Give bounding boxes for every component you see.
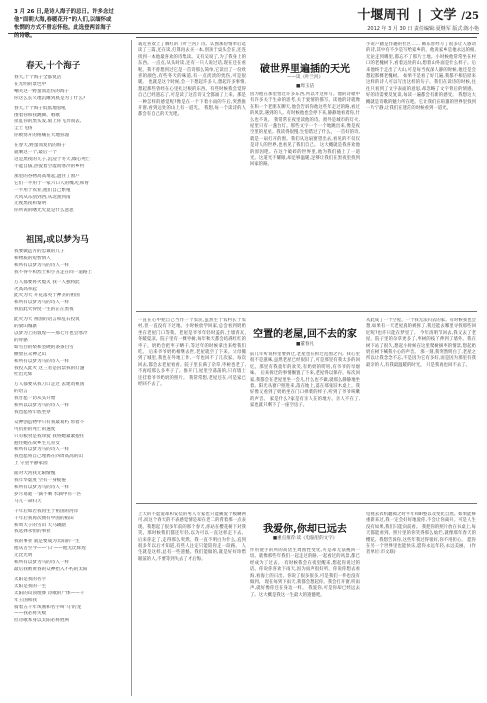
poem-line: 万人都要将火熄灭 我一人独将此 [14, 279, 80, 285]
poem-line: 我投入此火 这三者是囚禁我的灯盏 [14, 365, 85, 371]
poem-line: 火高高举起 [14, 286, 37, 292]
poem-line: 和物质的短暂情人 [14, 255, 51, 261]
page-number: /25 [461, 11, 479, 22]
poem-line: 和所有以梦为马的诗人一样 [14, 358, 70, 364]
poem-line: 你被劈开的疼痛在大地弥漫 [14, 133, 70, 139]
poem-line: 抱住她在故乡生儿育女 [14, 440, 60, 446]
poem-line: 我选择永恒的事业 [14, 529, 51, 535]
article3-col3: 电视去衣机翻阅之时平年和ⅡⅠ整以及变化自然。如果能够重新来过,我一定会好好地爱你,不会让你离开。可是人生没有如果,我们只能向前看。 我把你的照片放在书桌上,每天都能看到。照片里的你笑得那么灿烂,就像那年春天的樱花。我想告诉你,这些年我过得很好,你不用担心。 愿你在另一个世界里也能快乐,愿你永远年轻,永远美丽。 (作者单位:市文联) [366, 512, 476, 556]
poem-line: 和所有以梦为马的诗人一样 [14, 300, 70, 306]
poem-line: 它们一半用于一家六口人的嘴,吃和胃 [14, 180, 89, 186]
poems-intro: 3 月 26 日,是诗人海子的忌日。许多念过他“面朝大海,春暖花开”的人们,以缅怀或怅惘的方式不曾忘怀他。此选登两首海子的诗歌。 [14, 9, 114, 39]
poem1-title: 春天,十个海子 [26, 61, 81, 71]
article1-title: 破世界里遍插的天光 [260, 64, 350, 75]
section-name: 文学 [430, 8, 457, 23]
poem-line: 嘲笑这一野蛮而悲伤的海子 [14, 88, 70, 94]
poem-line: 上 守望平静家园 [14, 461, 48, 467]
article1-author: ■周玉洁 [295, 84, 315, 89]
poem-line: 我的事业 就是要成为太阳的一生 [14, 539, 80, 545]
poem-line: 面对大河我无限惭愧 [14, 471, 56, 477]
title-separator: | [417, 8, 423, 23]
poem-line: 只有粮食是我珍爱 我将她紧紧抱住 [14, 433, 85, 439]
poem-line: 我也愿将自己埋葬在四周高高的山 [14, 454, 83, 460]
page-header [357, 4, 479, 32]
poem1-body [14, 75, 126, 215]
poem-line: 和所有以梦为马的诗人一样 [14, 447, 70, 453]
poem-line: 此火为大 开花落英于神圣的祖国 [14, 293, 80, 299]
poem-line: 大风从东刮到西,从北刮到南 [14, 194, 71, 200]
poem-line: 和所有以梦为马的诗人一样 [14, 560, 70, 566]
poem-line: 我要做远方的忠诚的儿子 [14, 249, 65, 254]
poem-line: 太阳是我的一生 [14, 583, 47, 589]
poem-line: 马儿一命归天 [14, 498, 42, 504]
poem-line: 春天,十个海子全都复活 [14, 75, 62, 80]
poem-line: 尘土飞扬 [14, 126, 33, 132]
poem2-title: 祖国,或以梦为马 [26, 235, 89, 245]
poem-line: 太阳是我的名字 [14, 576, 47, 582]
article2-bottom-rule [136, 503, 477, 504]
poem-line: 不能自拔,热爱着空虚而寒冷的乡村 [14, 163, 85, 169]
poem-line: 无比光明 [14, 553, 33, 559]
article1-rule [136, 37, 477, 38]
poem-line: 无视黑夜和黎明 [14, 201, 47, 207]
article2-col3: 从此成了一个空屋。一个我无法归去的家。有时候我也会想,如果有一天老屋真的被拆了,我还能去哪里寻找那些回忆呢?也许只能在梦里了。 今年清明节回去,我又去了老屋。院子里的杂草更多了,枣树的枝丫伸到了墙外。我在树下站了很久,想起小时候在这里爬树摘枣的情景,想起奶奶在树下喊我小心的声音。 那一刻,我突然明白了,老屋之所以让我念念不忘,不是因为它有多好,而是因为那里有我最亲的人,有我最温暖的时光。 只是我再也回不去了。 [366, 318, 476, 368]
poem-line: 和所有以梦为马的诗人一样 [14, 485, 70, 490]
poem-line: 春天,十个海子低低地怒吼 [14, 105, 66, 111]
poem-line: 岁月易逝 一滴不剩 水滴中有一匹 [14, 491, 82, 497]
article3-title: 我爱你,你却已远去 [263, 524, 347, 535]
poem-line: 我不得不和烈士和小丑走在同一道路上 [14, 269, 93, 275]
poem-line: 就剩这一个,最后一个 [14, 150, 57, 156]
poem-line: 如雪白的柴和坚硬的条条白雪 [14, 344, 74, 350]
article1-col1: 栽近喜欢上了腾红的《叶兰河》诗。认图那份情奉后选读了三篇,还在读,打算再去买一本,别顶于桌头会在,还连找到一本他最喜欢的诗集读。又有吴说了,为了我身上的东西。一点点,从头时读,还有一只人说过话,现在还在看呢。我不曾想到过它是一首诗那么简单,它读出了一份欣喜的颜色,有些冬天的味道,有一点淡淡的忧伤,可是很暖。 也就是这个时候,会一下想起许多人,想起许多事情,想起那些曾经在心里扎过根的东西。有些时候我会觉得自己已经遗忘了,可是读了这首诗又全都涌了上来。那是一种怎样的感觉呢?像是在一个下着小雨的午后,突然推开窗,看到远处的山上有一道光。 我想,每一个读诗的人都会有自己的天光吧。 [138, 42, 246, 118]
article2-title: 空置的老屋,回不去的家 [253, 329, 357, 340]
poem-line: 太阳的山顶埋葬 诗歌的尸体——千 [14, 590, 85, 596]
poem-line: 那里的谷物高高堆起,遮住了窗户 [14, 173, 80, 179]
poem-line: 千年后我再次拥有中国的稻田 [14, 515, 74, 521]
poem-line: 千年后如若我再生于祖国的河岸 [14, 508, 79, 514]
article1-bottom-rule [136, 311, 477, 312]
poem-line: 的语言 [14, 389, 28, 395]
date-editor-line: 2012 年 3 月 30 日 责任编辑:夏继军 版式:陈小艳 [367, 26, 479, 32]
poem-line: 和所以以梦为马的诗人一样 [14, 403, 70, 409]
poem2-body [14, 249, 126, 625]
header-title [357, 4, 479, 23]
poem-line: 此火为大 祖国的语言和乱石投筑 [14, 317, 80, 323]
poem-line: 你所说的曙光究竟是什么意思 [14, 208, 74, 214]
poem-line: 我甘愿一切从头开始 [14, 396, 56, 402]
poem-line: 他从古至今——‘日’——他无比辉煌 [14, 546, 86, 552]
poem-line: 我年华虚度 空有一身疲倦 [14, 478, 66, 484]
article2-col2: 前几年听说村里要拆迁,老屋也在拆迁范围之内。我心里很不是滋味,虽然老屋已经很旧了,可是那里有我太多的回忆。那里有我童年的欢笑,有奶奶的唠叨,有爷爷的旱烟味。 后来拆迁的事情搁置了下来,老屋得以保存。每次回家,我都会在老屋里坐一会儿,什么也不做,就那么静静地坐着。阳光从窗户照进来,落在地上,落在那张旧木桌上。我好像又看到了奶奶坐在门口择菜的样子,听到了爷爷咳嗽的声音。 家是什么?家是有亲人在的地方。亲人不在了,家也就只剩下了一座空房子。 [250, 352, 360, 409]
article2-author: ■董春凡 [295, 342, 315, 347]
article3-subtitle: ■重点推荐:读《电脑里的文字》 [272, 536, 338, 541]
poem-line: 骑着五千年凤凰和名字叫‘马’的龙 [14, 604, 82, 610]
article1-col3: 小说户籍是作趣的社区…… 腾乐曾经写了很多让人感动的诗,其中有不少是写给家乡的。他说家乡是他永远的根,无论走到哪里,都忘不了那片土地。小时候他常常坐在村口的老槐树下,看着远处的山,想着山外面是什么样子。后来他终于走出了大山,可是每当夜深人静的时候,他还是会想起那棵老槐树。 如果不是看了好几遍,我都不相信原来这样的诗人可以写出这样的句子。我们在读诗的时候,往往只看到了文字表面的意思,却忽略了文字背后的情感。好的诗需要反复读,每读一遍都会有新的感受。 我想这大概就是诗歌的魅力所在吧。它让我们在喧嚣的世界里找到一片宁静,让我们在迷茫的时候看到一道光。 [366, 42, 476, 112]
article3-col1: 上天的不愿爱却和安装的男人专家也只能痛爱个模糊两可,而这个春天的不表感觉情是却在老二的背着那一点表现。我想起了很多年前的那个春天,你站在樱花树下对我笑。那时候我们都还年轻,以为可以一直这样走下去。 后来你走了,走得那么突然。我一直不明白为什么,直到很多年以后才知道,有些人注定只能陪你走一段路。 人生就是这样,总有一些遗憾。我们能做的,就是好好珍惜眼前的人,不要等到失去了才后悔。 [138, 512, 246, 562]
poem-line: 你这么长久地沉睡到底是为了什么? [14, 95, 86, 101]
magazine-name: 十堰周刊 [357, 8, 410, 23]
poem-line: 最后我被黄昏的众神抬入不朽的太阳 [14, 566, 88, 572]
poem-line: 万人都要从我刀口走过 去建筑祖国 [14, 382, 85, 388]
poem-line: 我借此火得度一生的茫茫黑夜 [14, 307, 74, 313]
article1-col2: 因为他在那里悟过许多东西,所以才这样写。他的诗歌中有许多关于生命的思考,关于爱情的描写。读他的诗就像在和一个老朋友聊天,他会告诉你他这些年走过的路,看过的风景,遇到的人。有时候他也会停下来,静静地看着你,什么也不说。 我常常在夜里读他的诗。窗外是城市的灯火,屋里只有一盏台灯。那些文字一个一个地跳出来,像是夜空里的星星。我读得很慢,生怕错过了什么。 一首好的诗,就是一扇打开的窗。我们从这扇窗望出去,看见的不仅仅是诗人的世界,也看见了我们自己。 这大概就是我喜欢他的原因吧。在这个破碎的世界里,他为我们插上了一道光。这道光不耀眼,却足够温暖,足够让我们在黑夜里找到回家的路。 [250, 92, 360, 168]
article2-col1: 一直在心中把自己当作一个农民,虽然生于农村长于农村,但一直没有下过地。小时候放学回家,总会看到奶奶坐在老屋门口等我。老屋是爷爷年轻时盖的,土墙青瓦,冬暖夏凉。院子里有一棵枣树,每年秋天都会结满红红的枣子。奶奶会把枣子晒干,等过年的时候拿出来给我们吃。 后来爷爷奶奶相继去世,老屋就空了下来。父母搬到了城里,我也在外地工作,一年也回不了几次家。每次回去,都会去老屋看看。院子里长满了杂草,枣树也老了,不再结那么多枣子了。推开门,屋里空荡荡的,只有墙上还挂着爷爷奶奶的照片。 我常常想,老屋还在,可是家已经回不去了。 [138, 318, 246, 388]
poem-line: ——我必将失败 [14, 611, 47, 617]
poem-line: 这是黑夜的儿子,沉浸于冬天,倾心死亡 [14, 156, 91, 162]
poem-line: 和周天子的雪山 天马踢踏 [14, 522, 66, 528]
poem-line: 在春天,野蛮而复仇的海子 [14, 143, 66, 149]
left-column-divider [131, 40, 132, 696]
article3-col2: 作用使手的所的高货生周围性变化,可是却无法挽回一切。就像那些年我们一起走过的路,一起看过的风景,都已经成为了过去。 有时候我会在夜里醒来,想起你说过的话。你说你喜欢下雨天,因为雨声很好听。你说你想去看海,看海上的日出。你说了很多很多,可是我们一件也没有做到。 现在每到下雨天,我都会想起你。我会打开窗,听雨声,就好像你还在身边一样。 我爱你,可是你却已经远去了。这大概是我这一生最大的遗憾吧。 [250, 548, 360, 598]
poem-line: 在光明的景色中 [14, 81, 47, 87]
article1-subtitle: ——读《叶兰河》 [287, 75, 323, 80]
poem-line: 以梦为上的敦煌——那七月也会寒冷 [14, 330, 88, 336]
poem-line: 我也愿将牢底坐穿 [14, 409, 51, 415]
poem-line: 但诗歌本身以太阳必将胜利 [14, 618, 70, 624]
poem-line: 吐出光辉 [14, 372, 33, 378]
poem-line: 可抗拒的死亡的速度 [14, 426, 56, 432]
poem-line: 和所有以梦为马的诗人一样 [14, 262, 70, 268]
poem-line: 的梁山城寨 [14, 324, 37, 330]
poem-line: 众神创造物中只有我最易朽 带着不 [14, 419, 85, 425]
poem-line: 一半用于农业,他们自己繁殖 [14, 187, 71, 193]
poem-line: 横放在众神之山 [14, 351, 47, 357]
poem-line: 年王国和我 [14, 597, 37, 603]
poem-line: 扯乱你的黑头发,骑上你飞奔而去, [14, 119, 82, 125]
poem-line: 围着你和我跳舞、唱歌 [14, 112, 60, 118]
poem-line: 的骨骼 [14, 337, 28, 343]
